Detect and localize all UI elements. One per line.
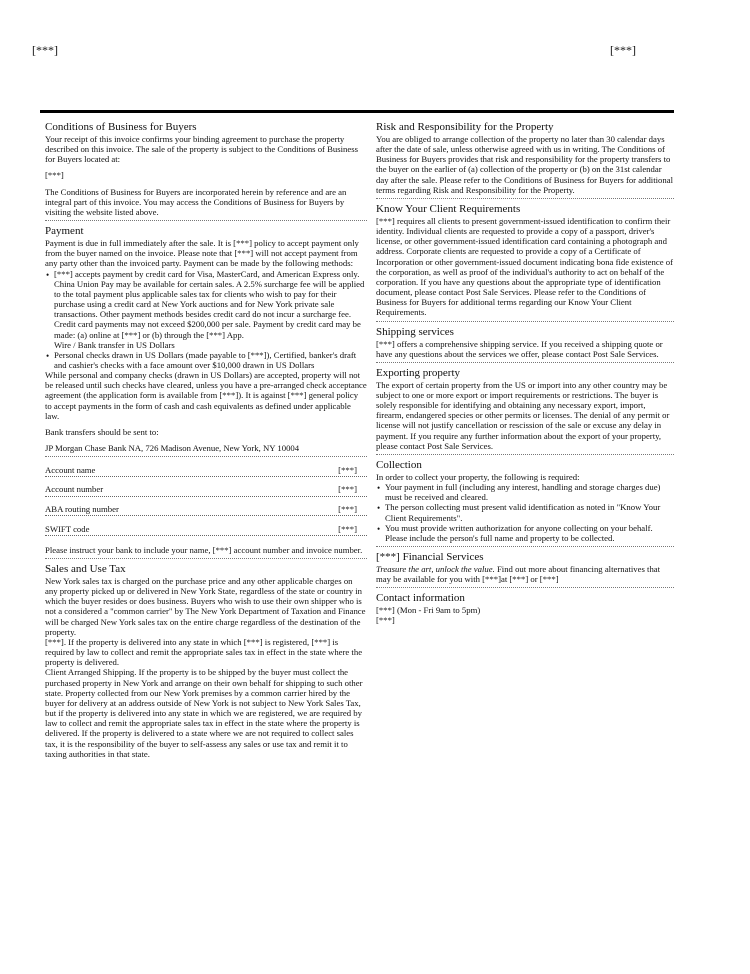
risk-title: Risk and Responsibility for the Property [376, 121, 554, 133]
divider [45, 220, 367, 221]
bank-row-aba-routing [45, 500, 367, 516]
bank-row-swift [45, 520, 367, 536]
left-column [45, 121, 367, 759]
bank-row-account-name [45, 461, 367, 477]
bank-row-label: SWIFT code [45, 523, 90, 534]
divider [376, 321, 674, 322]
right-column [376, 121, 674, 626]
bank-row-account-number [45, 480, 367, 496]
divider [376, 587, 674, 588]
financial-title: [***] Financial Services [376, 551, 484, 563]
header-right-mark: [***] [610, 43, 636, 57]
bank-row-value: [***] [338, 465, 357, 476]
conditions-link[interactable]: [***] [45, 170, 64, 181]
payment-title: Payment [45, 225, 84, 238]
risk-section [376, 121, 674, 195]
conditions-section [45, 121, 367, 217]
divider [376, 198, 674, 199]
financial-body: Find out more about financing alternatives that may be available for you with [***]at [***] or [***] [376, 564, 661, 585]
collection-requirement-item: • You must provide written authorization for anyone collecting on your behalf. Please include the person's full name and property to be collected. [376, 523, 674, 543]
conditions-text-2: The Conditions of Business for Buyers are incorporated herein by reference and are an integral part of this invoice. You may access the Conditions of Business for Buyers by visiting the website listed above. [45, 186, 347, 217]
payment-checks-text: While personal and company checks (drawn in US Dollars) are accepted, property will not be released until such checks have cleared, unless you have a pre-arranged check acceptance agreement (the application form is available from [***]). It is against [***] general policy to accept payments in the form of cash and cash equivalents as defined under applicable law. [45, 370, 367, 421]
bank-row-label: Account number [45, 484, 104, 495]
divider [376, 546, 674, 547]
exporting-text: The export of certain property from the US or import into any other country may be subject to one or more export or import requirements or restrictions. The buyer is solely responsible for identifying and obtaining any necessary export, import, firearm, endangered species or other permits or licenses. The denial of any permit or license will not justify cancellation or rescission of the sale or excuse any delay in payment. If you require any further information about the export of your property, please contact Post Sale Services. [376, 379, 670, 451]
bank-row-value: [***] [338, 484, 357, 495]
collection-section [376, 459, 674, 543]
header-left-mark: [***] [32, 43, 58, 57]
sales-tax-text-2: [***]. If the property is delivered into any state in which [***] is registered, [***] is required by law to collect and remit the appropriate sales tax in effect in the state where the property is delivered. [45, 636, 363, 668]
payment-text: Payment is due in full immediately after the sale. It is [***] policy to accept payment only from the buyer named on the invoice. Please note that [***] will not accept payment from any party other than the invoiced party. Payment can be made by the following methods: [45, 238, 359, 269]
financial-text [376, 564, 674, 584]
bank-row-value: [***] [338, 523, 357, 534]
kyc-title: Know Your Client Requirements [376, 202, 521, 215]
conditions-text: Your receipt of this invoice confirms your binding agreement to purchase the property described on this invoice. The sale of the property is subject to the Conditions of Business for Buyers located at: [45, 134, 359, 165]
bank-row-value: [***] [338, 503, 357, 514]
divider [45, 558, 367, 559]
bank-row-label: Account name [45, 465, 96, 476]
financial-tagline: Treasure the art, unlock the value. [376, 564, 495, 574]
risk-text: You are obliged to arrange collection of the property no later than 30 calendar days after the date of sale, unless otherwise agreed with us in writing. The Conditions of Business for Buyers provides that risk and responsibility for the property transfers to the buyer on the earlier of (a) collection of the property or (b) on the 31st calendar day after the sale. Please refer to the Conditions of Business for Buyers for additional terms regarding Risk and Responsibility for the Property. [376, 134, 673, 195]
bank-name: JP Morgan Chase Bank NA, 726 Madison Avenue, New York, NY 10004 [45, 443, 300, 454]
sales-tax-title: Sales and Use Tax [45, 563, 126, 575]
contact-title: Contact information [376, 592, 465, 605]
contact-email[interactable]: [***] [376, 615, 395, 626]
contact-hours: [***] (Mon - Fri 9am to 5pm) [376, 605, 481, 616]
exporting-section [376, 367, 674, 451]
sales-tax-section [45, 563, 367, 759]
payment-method-item: • Personal checks drawn in US Dollars (made payable to [***]), Certified, banker's draft and cashier's checks with a face amount over $10,000 drawn in US Dollars [45, 350, 367, 370]
contact-section [376, 592, 674, 625]
shipping-section [376, 326, 674, 359]
divider [45, 456, 367, 457]
sales-tax-text: New York sales tax is charged on the purchase price and any other applicable charges on any property picked up or delivered in New York State, regardless of the state or country in which the buyer resides or does business. Buyers who wish to use their own shipper who is not a considered a "common carrier" by The New York Department of Taxation and Finance will be charged New York sales tax on the entire charge regardless of the destination of the property. [45, 576, 366, 637]
shipping-text: [***] offers a comprehensive shipping service. If you received a shipping quote or have any questions about the services we offer, please contact Post Sale Services. [376, 338, 663, 359]
bank-instructions: Please instruct your bank to include your name, [***] account number and invoice number. [45, 544, 363, 555]
conditions-title: Conditions of Business for Buyers [45, 121, 197, 133]
kyc-section [376, 203, 674, 318]
collection-intro: In order to collect your property, the following is required: [376, 471, 580, 482]
bank-intro: Bank transfers should be sent to: [45, 426, 159, 437]
collection-requirements-list [376, 482, 674, 543]
collection-title: Collection [376, 458, 422, 471]
bank-row-label: ABA routing number [45, 503, 119, 514]
kyc-text: [***] requires all clients to present government-issued identification to confirm their identity. Individual clients are requested to provide a copy of a passport, driver's license, or other government-issued identification card containing a photograph and address. Corporate clients are requested to provide a copy of a Certificate of Incorporation or other government-issued document indicating bona fide existence of the corporation, as well as proof of the individual's authority to act on behalf of the corporation. If you have any questions about the appropriate type of identification document, please contact Post Sale Services. Please refer to the Conditions of Business for Buyers for additional terms regarding our Know Your Client Requirements. [376, 215, 673, 318]
collection-requirement-item: • The person collecting must present valid identification as noted in "Know Your Client Requirements". [376, 502, 674, 522]
payment-method-item: • [***] accepts payment by credit card for Visa, MasterCard, and American Express only. China Union Pay may be available for certain sales. A 2.5% surcharge fee will be applied to the total payment plus applicable sales tax for clients who wish to pay for their purchase using a credit card at New York auctions and for New York private sale transactions. Other payment methods besides credit card do not incur a surcharge fee. Credit card payments may not exceed $200,000 per sale. Payment by credit card may be made: (a) online at [***] or (b) through the [***] App. [45, 269, 367, 340]
collection-requirement-item: • Your payment in full (including any interest, handling and storage charges due) must be received and cleared. [376, 482, 674, 502]
sales-tax-text-3: Client Arranged Shipping. If the property is to be shipped by the buyer must collect the purchased property in New York and arrange on their own behalf for shipping to such other state. Property collected from our New York premises by a common carrier hired by the buyer for delivery at an address outside of New York is not subject to New York Sales Tax, but if the property is delivered into any state in which we are registered, we are required by law to collect and remit the appropriate sales tax in effect in the state where the property is delivered. If the property is delivered to a state where we are not required to collect sales tax, it is the responsibility of the buyer to self-assess any sales or use tax and remit it to taxing authorities in that state. [45, 667, 363, 759]
exporting-title: Exporting property [376, 366, 461, 379]
divider [376, 454, 674, 455]
payment-methods-list [45, 269, 367, 371]
divider [376, 362, 674, 363]
shipping-title: Shipping services [376, 325, 454, 338]
payment-method-subitem: Wire / Bank transfer in US Dollars [54, 339, 175, 350]
payment-section [45, 225, 367, 555]
header-rule [40, 110, 674, 113]
financial-section [376, 551, 674, 584]
